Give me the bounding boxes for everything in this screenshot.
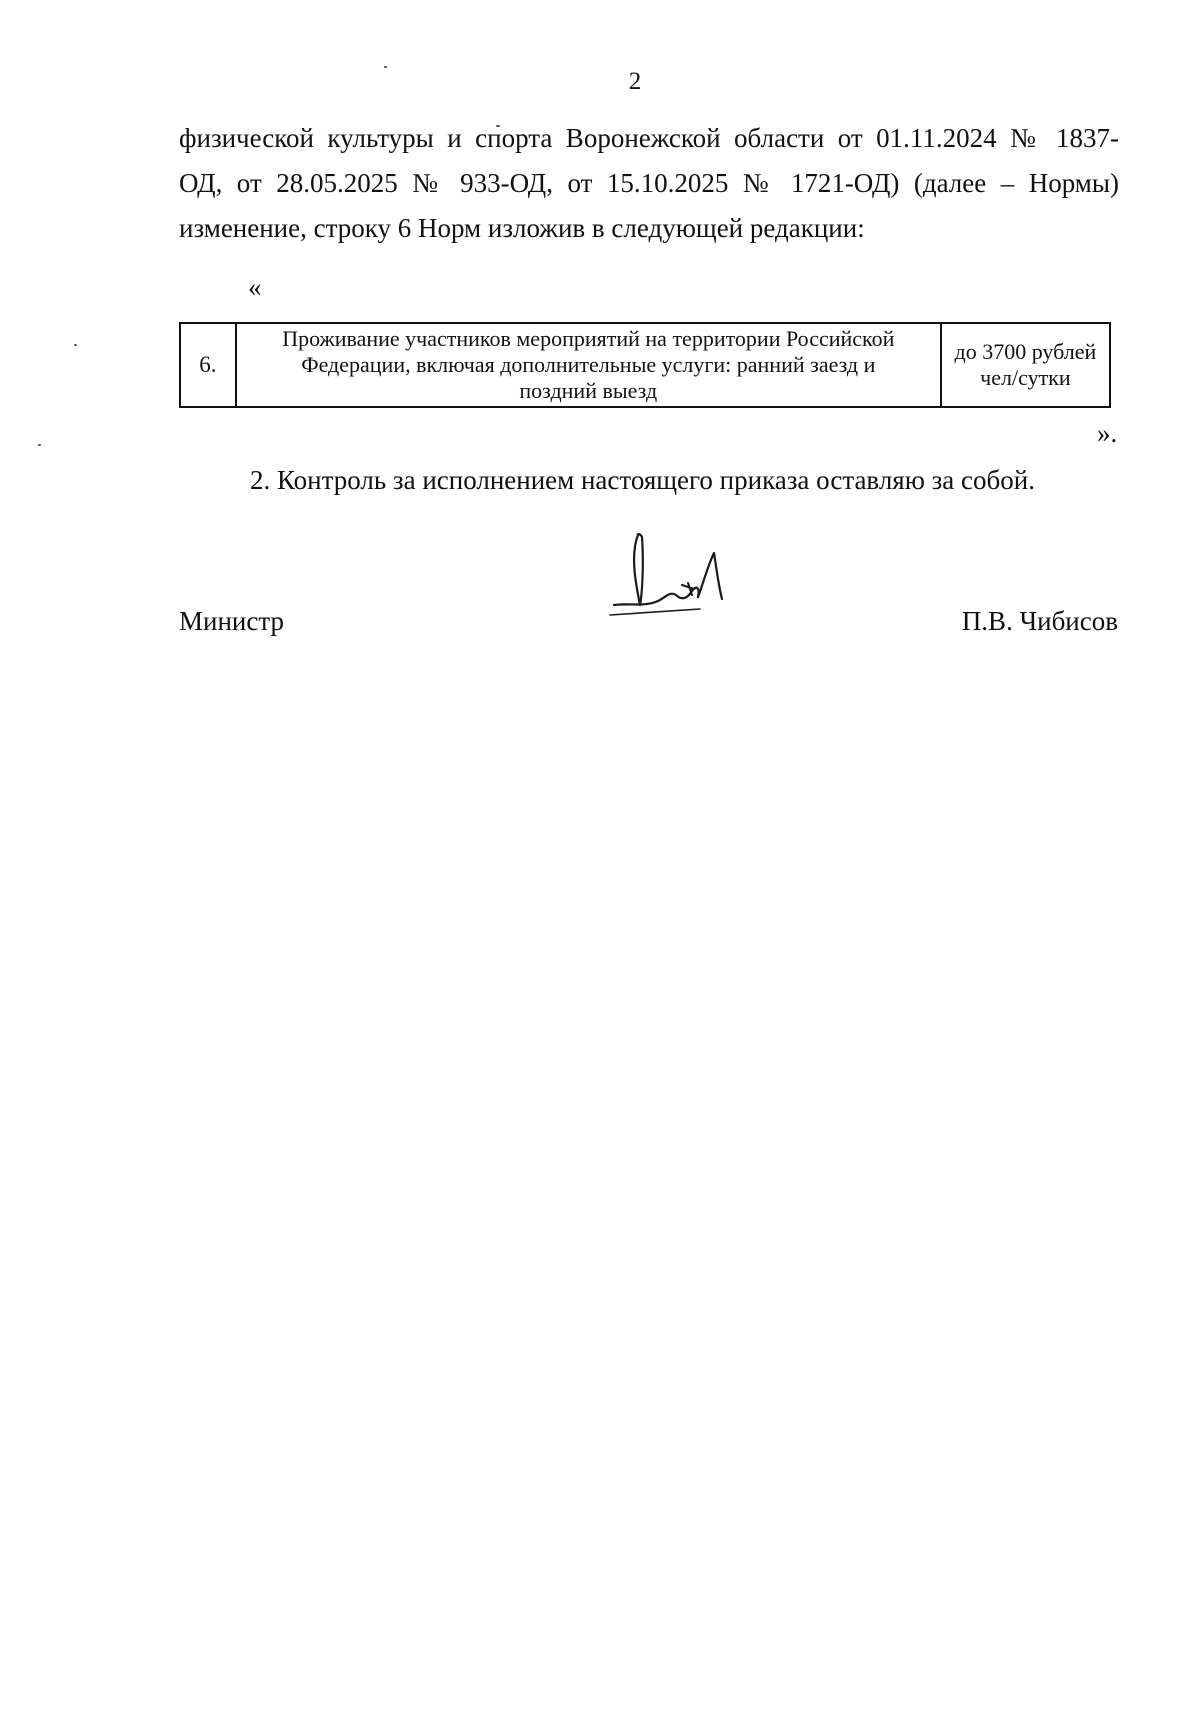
paragraph-control: 2. Контроль за исполнением настоящего приказа оставляю за собой. [250, 465, 1035, 495]
row-number-cell: 6. [180, 323, 236, 407]
opening-quote: « [248, 272, 262, 302]
handwritten-signature [600, 525, 750, 625]
limit-line: чел/сутки [980, 365, 1071, 390]
paragraph-line: изменение, строку 6 Норм изложив в следующей редакции: [179, 213, 865, 243]
norms-table [179, 322, 1111, 408]
table-row [180, 323, 1110, 407]
closing-quote: ». [1097, 418, 1118, 448]
paragraph-amendment [179, 116, 1119, 251]
description-line: Федерации, включая дополнительные услуги: ранний заезд и [301, 352, 876, 377]
scan-speck [74, 344, 77, 346]
description-line: поздний выезд [519, 378, 658, 403]
signatory-title: Министр [179, 606, 284, 636]
limit-cell [941, 323, 1110, 407]
description-line: Проживание участников мероприятий на территории Российской [282, 326, 895, 351]
scan-speck [38, 444, 41, 446]
paragraph-line: ОД, от 28.05.2025 № 933-ОД, от 15.10.2025 № 1721-ОД) (далее – Нормы) [179, 168, 1119, 198]
paragraph-line: физической культуры и спорта Воронежской области от 01.11.2024 № 1837- [179, 123, 1119, 153]
signatory-name: П.В. Чибисов [961, 606, 1118, 636]
limit-line: до 3700 рублей [954, 339, 1097, 364]
page-number: 2 [628, 68, 642, 95]
description-cell [236, 323, 941, 407]
